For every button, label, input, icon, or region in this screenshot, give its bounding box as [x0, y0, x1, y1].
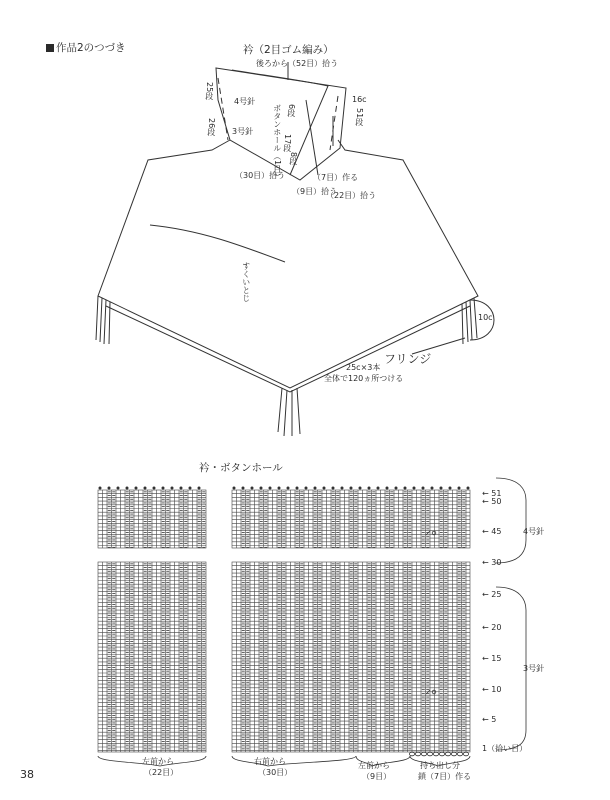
- row-label: ← 30: [482, 558, 502, 567]
- row-label: ← 50: [482, 497, 502, 506]
- bindoff-dot: [467, 487, 469, 489]
- bracket-3go: [496, 587, 526, 750]
- needle-3-label: 3号針: [232, 127, 254, 136]
- chain-stitch: [445, 752, 450, 756]
- length-16c-label: 16c: [352, 95, 367, 104]
- row-label: ← 45: [482, 527, 502, 536]
- rows-17-label: 17段: [282, 134, 292, 153]
- bottom-left-front: 左前から: [142, 757, 174, 766]
- bindoff-dot: [99, 487, 101, 489]
- bindoff-dot: [422, 487, 424, 489]
- chain-stitch: [427, 752, 432, 756]
- chain-stitch: [415, 752, 420, 756]
- bindoff-dot: [251, 487, 253, 489]
- row-label: ← 20: [482, 623, 502, 632]
- bottom-extra2: 鎖（7目）作る: [418, 772, 472, 781]
- fringe-note-label: 全体で120ヵ所つける: [324, 374, 404, 383]
- bindoff-dot: [153, 487, 155, 489]
- bindoff-dot: [287, 487, 289, 489]
- bindoff-dot: [395, 487, 397, 489]
- pickup-22-label: （22目）拾う: [326, 191, 377, 200]
- chain-stitch: [421, 752, 426, 756]
- bindoff-dot: [404, 487, 406, 489]
- row-label: ← 25: [482, 590, 502, 599]
- pickup-30-label: （30目）拾う: [235, 171, 286, 180]
- bindoff-dot: [198, 487, 200, 489]
- bindoff-dot: [144, 487, 146, 489]
- bindoff-dot: [386, 487, 388, 489]
- bindoff-dot: [323, 487, 325, 489]
- bottom-left-front2: 左前から: [358, 761, 390, 770]
- bindoff-dot: [332, 487, 334, 489]
- bindoff-dot: [350, 487, 352, 489]
- row-label: ← 51: [482, 489, 502, 498]
- fringe-size-label: 25c×3本: [346, 363, 381, 372]
- bindoff-dot: [135, 487, 137, 489]
- rows-6-label: 6段: [286, 104, 296, 118]
- rows-26-label: 26段: [206, 118, 216, 137]
- yarn-over-symbol: [432, 690, 436, 694]
- sukuitoji-label: すくいとじ: [241, 262, 251, 302]
- fringe-title: フリンジ: [384, 352, 432, 366]
- bottom-right-front: 右前から: [254, 757, 286, 766]
- bindoff-dot: [242, 487, 244, 489]
- bindoff-dot: [117, 487, 119, 489]
- bindoff-dot: [126, 487, 128, 489]
- chain-stitch: [451, 752, 456, 756]
- bindoff-dot: [368, 487, 370, 489]
- needle-3-side-label: 3号針: [523, 664, 545, 673]
- bindoff-dot: [180, 487, 182, 489]
- bindoff-dot: [260, 487, 262, 489]
- rows-51-label: 51段: [354, 108, 364, 127]
- make-7-label: （7目）作る: [313, 173, 359, 182]
- chain-stitch: [463, 752, 468, 756]
- bindoff-dot: [296, 487, 298, 489]
- bindoff-dot: [440, 487, 442, 489]
- bindoff-dot: [449, 487, 451, 489]
- section-heading-text: 作品2のつづき: [56, 42, 126, 54]
- chain-stitch: [433, 752, 438, 756]
- rows-25-label: 25段: [204, 82, 214, 101]
- bindoff-dot: [269, 487, 271, 489]
- buttonhole-label: ボタンホール（1目）: [272, 104, 282, 182]
- chain-stitch: [409, 752, 414, 756]
- needle-4-label: 4号針: [234, 97, 256, 106]
- bindoff-dot: [162, 487, 164, 489]
- bottom-left-count2: （9目）: [362, 772, 392, 781]
- collar-title: 衿（2目ゴム編み）: [243, 44, 334, 56]
- bindoff-dot: [458, 487, 460, 489]
- bottom-right-count: （30目）: [258, 768, 293, 777]
- row-label: ← 5: [482, 715, 497, 724]
- bottom-left-count: （22目）: [144, 768, 179, 777]
- bindoff-dot: [314, 487, 316, 489]
- bindoff-dot: [189, 487, 191, 489]
- bindoff-dot: [359, 487, 361, 489]
- bindoff-dot: [108, 487, 110, 489]
- bindoff-dot: [171, 487, 173, 489]
- bottom-extra: 持ち出し分: [420, 761, 460, 770]
- row-label: ← 15: [482, 654, 502, 663]
- pickup-back-label: 後ろから（52目）拾う: [256, 59, 339, 68]
- bindoff-dot: [431, 487, 433, 489]
- row-label: ← 10: [482, 685, 502, 694]
- bindoff-dot: [341, 487, 343, 489]
- bindoff-dot: [305, 487, 307, 489]
- bindoff-dot: [377, 487, 379, 489]
- chart-title: 衿・ボタンホール: [199, 462, 283, 474]
- bindoff-dot: [278, 487, 280, 489]
- needle-4-side-label: 4号針: [523, 527, 545, 536]
- chain-stitch: [457, 752, 462, 756]
- rows-8-label: 8段: [288, 152, 298, 166]
- bindoff-dot: [413, 487, 415, 489]
- pickup-9-label: （9目）拾う: [292, 187, 338, 196]
- chain-stitch: [439, 752, 444, 756]
- page-number: 38: [20, 768, 34, 781]
- bindoff-dot: [233, 487, 235, 489]
- length-10c-label: 10c: [478, 313, 493, 322]
- row-label-pickup: 1（拾い目）: [482, 744, 528, 753]
- brace-right: [232, 756, 356, 766]
